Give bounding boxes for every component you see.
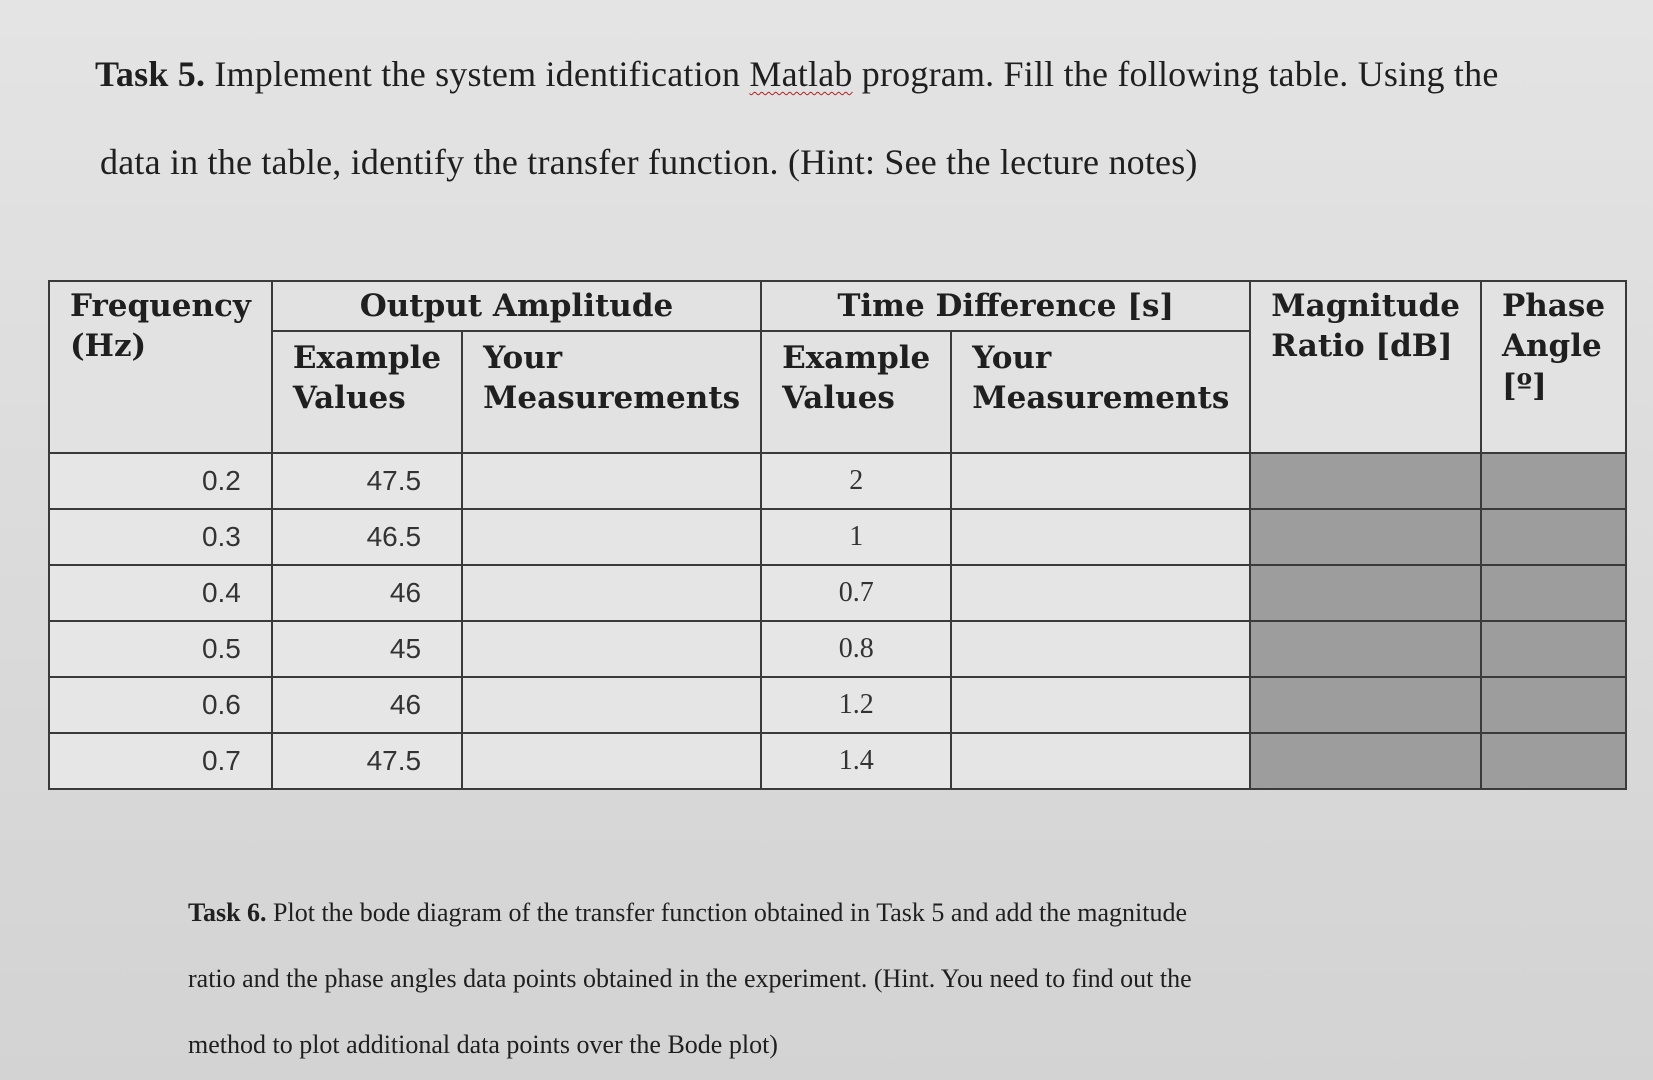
cell-example-amplitude: 46: [272, 677, 462, 733]
task6-line-3: method to plot additional data points over the Bode plot): [188, 1030, 778, 1059]
cell-your-time-difference[interactable]: [951, 621, 1250, 677]
header-phase-angle: Phase Angle [º]: [1481, 281, 1626, 453]
cell-phase-angle: [1481, 565, 1626, 621]
table-row: [49, 565, 1626, 621]
cell-your-amplitude[interactable]: [462, 509, 761, 565]
cell-example-time-difference: 2: [761, 453, 951, 509]
cell-your-time-difference[interactable]: [951, 509, 1250, 565]
cell-your-time-difference[interactable]: [951, 453, 1250, 509]
cell-example-time-difference: 1.4: [761, 733, 951, 789]
cell-example-time-difference: 0.7: [761, 565, 951, 621]
cell-example-amplitude: 47.5: [272, 453, 462, 509]
cell-example-time-difference: 1.2: [761, 677, 951, 733]
cell-frequency: 0.6: [49, 677, 272, 733]
cell-your-time-difference[interactable]: [951, 677, 1250, 733]
cell-your-time-difference[interactable]: [951, 565, 1250, 621]
task6-line-1: [188, 880, 1568, 946]
cell-magnitude-ratio: [1250, 565, 1481, 621]
table-row: [49, 733, 1626, 789]
cell-your-amplitude[interactable]: [462, 621, 761, 677]
header-time-your-measurements: Your Measurements: [951, 331, 1250, 453]
cell-frequency: 0.4: [49, 565, 272, 621]
cell-example-amplitude: 45: [272, 621, 462, 677]
cell-phase-angle: [1481, 621, 1626, 677]
table-row: [49, 621, 1626, 677]
cell-example-amplitude: 46: [272, 565, 462, 621]
cell-frequency: 0.3: [49, 509, 272, 565]
header-time-example-values: Example Values: [761, 331, 951, 453]
task6-label: Task 6.: [188, 898, 267, 927]
task5-matlab-word: Matlab: [749, 54, 853, 94]
cell-your-time-difference[interactable]: [951, 733, 1250, 789]
cell-phase-angle: [1481, 453, 1626, 509]
header-time-difference: Time Difference [s]: [761, 281, 1250, 331]
cell-magnitude-ratio: [1250, 509, 1481, 565]
task5-line-2: data in the table, identify the transfer function. (Hint: See the lecture notes): [100, 142, 1198, 182]
task5-label: Task 5.: [95, 54, 206, 94]
header-row-top: [49, 281, 1626, 331]
cell-phase-angle: [1481, 509, 1626, 565]
cell-frequency: 0.2: [49, 453, 272, 509]
cell-your-amplitude[interactable]: [462, 677, 761, 733]
task5-text: [95, 30, 1595, 206]
header-output-amplitude: Output Amplitude: [272, 281, 761, 331]
cell-magnitude-ratio: [1250, 677, 1481, 733]
cell-magnitude-ratio: [1250, 733, 1481, 789]
task6-line-2: ratio and the phase angles data points obtained in the experiment. (Hint. You need to find out the: [188, 964, 1192, 993]
task6-line1-text: Plot the bode diagram of the transfer function obtained in Task 5 and add the magnitude: [266, 898, 1188, 927]
cell-frequency: 0.5: [49, 621, 272, 677]
task6-text: [188, 880, 1568, 1078]
cell-magnitude-ratio: [1250, 621, 1481, 677]
table-row: [49, 677, 1626, 733]
header-amplitude-example-values: Example Values: [272, 331, 462, 453]
task5-line-1: [95, 30, 1595, 118]
cell-phase-angle: [1481, 677, 1626, 733]
cell-example-amplitude: 47.5: [272, 733, 462, 789]
cell-example-amplitude: 46.5: [272, 509, 462, 565]
cell-phase-angle: [1481, 733, 1626, 789]
cell-frequency: 0.7: [49, 733, 272, 789]
data-table: [48, 280, 1627, 790]
table-row: [49, 509, 1626, 565]
table-row: [49, 453, 1626, 509]
task5-line1-pre: Implement the system identification: [205, 54, 750, 94]
cell-example-time-difference: 0.8: [761, 621, 951, 677]
cell-your-amplitude[interactable]: [462, 453, 761, 509]
task5-line1-post: program. Fill the following table. Using the: [852, 54, 1499, 94]
cell-example-time-difference: 1: [761, 509, 951, 565]
cell-your-amplitude[interactable]: [462, 565, 761, 621]
header-magnitude-ratio: Magnitude Ratio [dB]: [1250, 281, 1481, 453]
cell-your-amplitude[interactable]: [462, 733, 761, 789]
header-frequency: Frequency (Hz): [49, 281, 272, 453]
cell-magnitude-ratio: [1250, 453, 1481, 509]
header-amplitude-your-measurements: Your Measurements: [462, 331, 761, 453]
